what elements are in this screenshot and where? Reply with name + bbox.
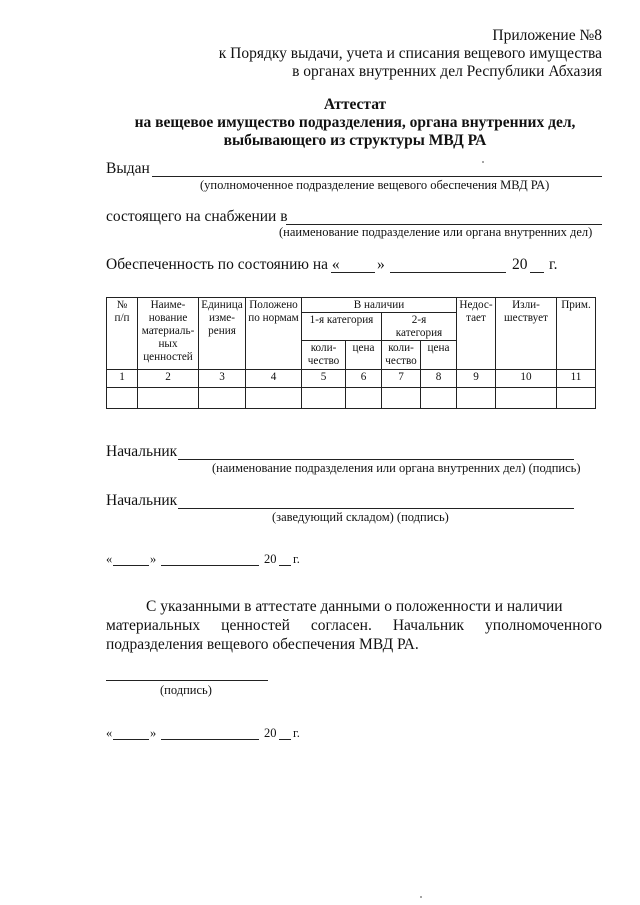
col-note-header: Прим. bbox=[557, 298, 596, 370]
column-number: 11 bbox=[557, 370, 596, 388]
scan-speck bbox=[420, 896, 422, 898]
col-excess-header: Изли- шествует bbox=[496, 298, 557, 370]
date2-year: 20 bbox=[264, 726, 277, 740]
category-2-header: 2-я категория bbox=[382, 313, 457, 341]
provision-suffix: г. bbox=[549, 256, 558, 273]
column-number-row bbox=[107, 370, 596, 388]
chief2-blank-line[interactable] bbox=[178, 508, 574, 509]
property-table bbox=[106, 297, 596, 409]
cat1-price-header: цена bbox=[346, 341, 382, 370]
chief2-caption: (заведующий складом) (подпись) bbox=[272, 510, 449, 524]
col-number-header: № п/п bbox=[107, 298, 138, 370]
column-number: 8 bbox=[421, 370, 457, 388]
column-number: 3 bbox=[199, 370, 246, 388]
provision-year-blank[interactable] bbox=[530, 272, 544, 273]
column-number: 9 bbox=[457, 370, 496, 388]
provision-year: 20 bbox=[512, 256, 528, 273]
table-cell[interactable] bbox=[199, 388, 246, 409]
table-cell[interactable] bbox=[302, 388, 346, 409]
col-name-header: Наиме- нование материаль- ных ценностей bbox=[138, 298, 199, 370]
col-shortage-header: Недос- тает bbox=[457, 298, 496, 370]
date2-day-blank[interactable] bbox=[113, 739, 149, 740]
scan-speck bbox=[482, 161, 484, 163]
col-norm-header: Положено по нормам bbox=[246, 298, 302, 370]
provision-close-quote: » bbox=[377, 256, 385, 273]
table-cell[interactable] bbox=[496, 388, 557, 409]
document-subtitle: на вещевое имущество подразделения, органа внутренних дел, bbox=[134, 114, 576, 131]
column-number: 7 bbox=[382, 370, 421, 388]
agreement-line-2: материальных ценностей согласен. Начальник уполномоченного bbox=[106, 617, 602, 634]
table-cell[interactable] bbox=[346, 388, 382, 409]
date1-day-blank[interactable] bbox=[113, 565, 149, 566]
table-cell[interactable] bbox=[138, 388, 199, 409]
date1-open-quote: « bbox=[106, 552, 113, 566]
date2-year-blank[interactable] bbox=[279, 739, 291, 740]
date2-open-quote: « bbox=[106, 726, 113, 740]
document-subtitle-cont: выбывающего из структуры МВД РА bbox=[223, 132, 487, 149]
date1-year-blank[interactable] bbox=[279, 565, 291, 566]
column-number: 6 bbox=[346, 370, 382, 388]
signature-caption: (подпись) bbox=[160, 683, 212, 697]
table-cell[interactable] bbox=[457, 388, 496, 409]
chief1-blank-line[interactable] bbox=[178, 459, 574, 460]
cat2-price-header: цена bbox=[421, 341, 457, 370]
column-number: 2 bbox=[138, 370, 199, 388]
column-number: 5 bbox=[302, 370, 346, 388]
date1-close-quote: » bbox=[150, 552, 157, 566]
signature-blank-line[interactable] bbox=[106, 680, 268, 681]
appendix-reference-cont: в органах внутренних дел Республики Абхазия bbox=[292, 63, 602, 80]
agreement-line-3: подразделения вещевого обеспечения МВД РА. bbox=[106, 636, 419, 653]
issued-blank-line[interactable] bbox=[152, 176, 602, 177]
table-cell[interactable] bbox=[557, 388, 596, 409]
supply-label: состоящего на снабжении в bbox=[106, 208, 288, 225]
date1-year: 20 bbox=[264, 552, 277, 566]
supply-caption: (наименование подразделение или органа внутренних дел) bbox=[279, 225, 593, 239]
appendix-reference: к Порядку выдачи, учета и списания вещевого имущества bbox=[218, 45, 602, 62]
document-title: Аттестат bbox=[323, 96, 387, 113]
chief2-label: Начальник bbox=[106, 492, 178, 509]
issued-caption: (уполномоченное подразделение вещевого обеспечения МВД РА) bbox=[200, 178, 550, 192]
chief1-label: Начальник bbox=[106, 443, 178, 460]
date2-month-blank[interactable] bbox=[161, 739, 259, 740]
column-number: 4 bbox=[246, 370, 302, 388]
column-number: 10 bbox=[496, 370, 557, 388]
agreement-line-1: С указанными в аттестате данными о положенности и наличии bbox=[146, 598, 563, 615]
category-1-header: 1-я категория bbox=[302, 313, 382, 341]
column-number: 1 bbox=[107, 370, 138, 388]
table-row bbox=[107, 388, 596, 409]
provision-month-blank[interactable] bbox=[390, 272, 506, 273]
table-cell[interactable] bbox=[107, 388, 138, 409]
table-cell[interactable] bbox=[382, 388, 421, 409]
table-cell[interactable] bbox=[246, 388, 302, 409]
col-available-header: В наличии bbox=[302, 298, 457, 313]
cat1-quantity-header: коли- чество bbox=[302, 341, 346, 370]
date1-suffix: г. bbox=[293, 552, 300, 566]
date2-close-quote: » bbox=[150, 726, 157, 740]
chief1-caption: (наименование подразделения или органа внутренних дел) (подпись) bbox=[212, 461, 581, 475]
col-unit-header: Единица изме- рения bbox=[199, 298, 246, 370]
table-cell[interactable] bbox=[421, 388, 457, 409]
provision-day-blank[interactable] bbox=[331, 272, 375, 273]
appendix-number: Приложение №8 bbox=[492, 27, 602, 44]
provision-label: Обеспеченность по состоянию на « bbox=[106, 256, 340, 273]
cat2-quantity-header: коли- чество bbox=[382, 341, 421, 370]
date2-suffix: г. bbox=[293, 726, 300, 740]
date1-month-blank[interactable] bbox=[161, 565, 259, 566]
issued-label: Выдан bbox=[106, 160, 150, 177]
